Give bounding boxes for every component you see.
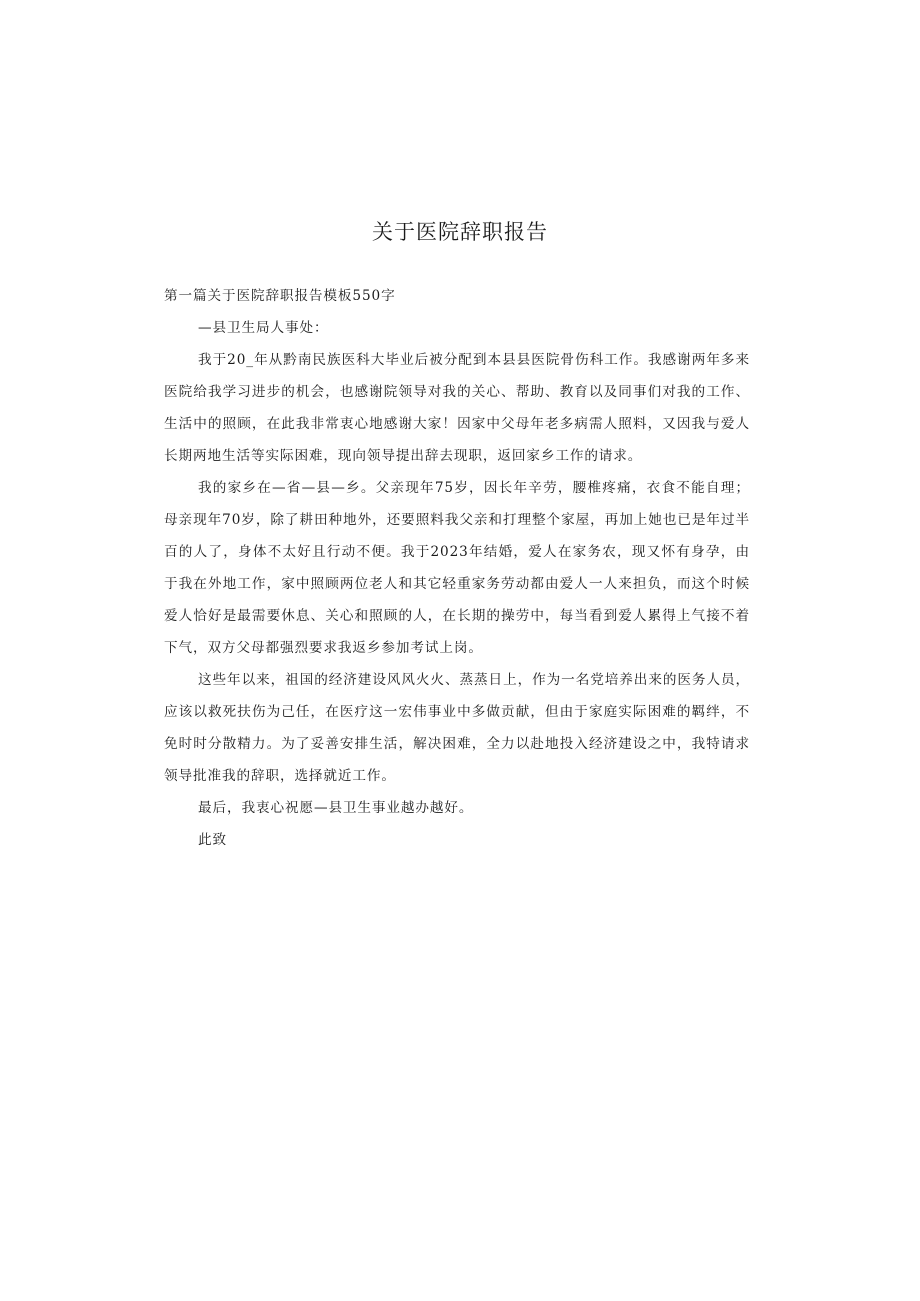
paragraph: 我的家乡在—省—县—乡。父亲现年75岁，因长年辛劳，腰椎疼痛，衣食不能自理；母亲现年70岁，除了耕田种地外，还要照料我父亲和打理整个家屋，再加上她也已是年过半百的人了，身体不太好且行动不便。我于2023年结婚，爱人在家务农，现又怀有身孕，由于我在外地工作，家中照顾两位老人和其它轻重家务劳动都由爱人一人来担负，而这个时候爱人恰好是最需要休息、关心和照顾的人，在长期的操劳中，每当看到爱人累得上气接不着下气，双方父母都强烈要求我返乡参加考试上岗。 bbox=[164, 480, 750, 656]
paragraph: 这些年以来，祖国的经济建设风风火火、蒸蒸日上，作为一名党培养出来的医务人员，应该以救死扶伤为己任，在医疗这一宏伟事业中多做贡献，但由于家庭实际困难的羁绊，不免时时分散精力。为了妥善安排生活，解决困难，全力以赴地投入经济建设之中，我特请求领导批准我的辞职，选择就近工作。 bbox=[164, 672, 750, 784]
paragraph: 我于20_年从黔南民族医科大毕业后被分配到本县县医院骨伤科工作。我感谢两年多来医院给我学习进步的机会，也感谢院领导对我的关心、帮助、教育以及同事们对我的工作、生活中的照顾，在此我非常衷心地感谢大家！因家中父母年老多病需人照料，又因我与爱人长期两地生活等实际困难，现向领导提出辞去现职，返回家乡工作的请求。 bbox=[164, 352, 750, 464]
closing: 此致 bbox=[198, 832, 227, 848]
document-body bbox=[164, 280, 750, 856]
salutation: —县卫生局人事处： bbox=[198, 320, 329, 336]
document-title: 关于医院辞职报告 bbox=[372, 220, 548, 244]
document-subtitle: 第一篇关于医院辞职报告模板550字 bbox=[164, 288, 396, 304]
paragraph: 最后，我衷心祝愿—县卫生事业越办越好。 bbox=[198, 800, 474, 816]
